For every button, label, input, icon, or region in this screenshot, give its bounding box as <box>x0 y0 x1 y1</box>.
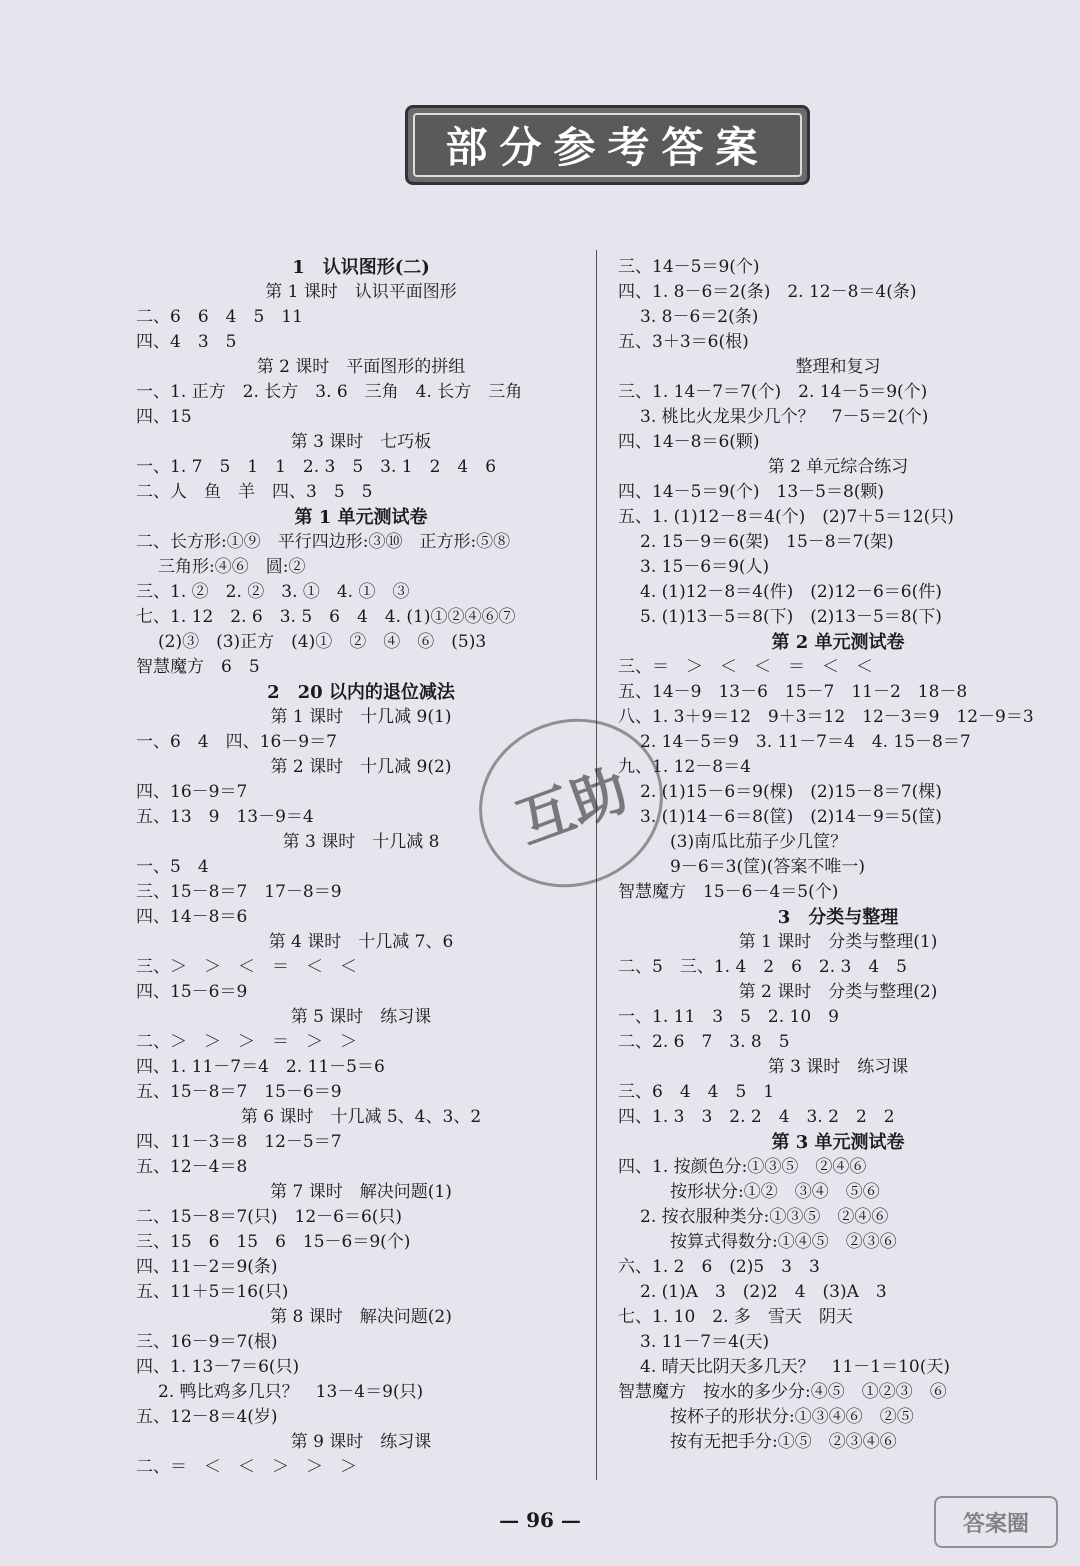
answer-line: 2. (1)A 3 (2)2 4 (3)A 3 <box>640 1282 887 1302</box>
answer-line: 七、1. 10 2. 多 雪天 阴天 <box>618 1307 853 1327</box>
answer-line: 2. (1)15－6＝9(棵) (2)15－8＝7(棵) <box>640 782 942 802</box>
answer-line: 五、12－8＝4(岁) <box>136 1407 278 1427</box>
answer-line: 4. 晴天比阴天多几天？ 11－1＝10(天) <box>640 1357 950 1377</box>
answer-line: 3. 桃比火龙果少几个？ 7－5＝2(个) <box>640 407 929 427</box>
answer-line: 四、1. 3 3 2. 2 4 3. 2 2 2 <box>618 1107 895 1127</box>
section-heading: 第 3 单元测试卷 <box>771 1132 905 1153</box>
answer-line: 二、15－8＝7(只) 12－6＝6(只) <box>136 1207 403 1227</box>
answer-line: 四、14－5＝9(个) 13－5＝8(颗) <box>618 482 885 502</box>
answer-line: 三、＝ ＞ ＜ ＜ ＝ ＜ ＜ <box>618 657 873 677</box>
section-heading: 第 1 课时 分类与整理(1) <box>738 932 938 952</box>
answer-line: 一、1. 7 5 1 1 2. 3 5 3. 1 2 4 6 <box>136 457 497 477</box>
answer-line: 三、6 4 4 5 1 <box>618 1082 775 1102</box>
answer-line: 四、1. 8－6＝2(条) 2. 12－8＝4(条) <box>618 282 917 302</box>
answer-line: 2. 15－9＝6(架) 15－8＝7(架) <box>640 532 894 552</box>
answer-line: 3. (1)14－6＝8(筐) (2)14－9＝5(筐) <box>640 807 942 827</box>
answer-line: 三角形:④⑥ 圆:② <box>158 557 306 577</box>
answer-line: 2. 14－5＝9 3. 11－7＝4 4. 15－8＝7 <box>640 732 971 752</box>
section-heading: 第 2 课时 分类与整理(2) <box>738 982 938 1002</box>
answer-line: 二、＞ ＞ ＞ ＝ ＞ ＞ <box>136 1032 357 1052</box>
answer-line: 5. (1)13－5＝8(下) (2)13－5＝8(下) <box>640 607 942 627</box>
answer-line: 八、1. 3＋9＝12 9＋3＝12 12－3＝9 12－9＝3 <box>618 707 1034 727</box>
answer-line: 四、14－8＝6(颗) <box>618 432 760 452</box>
page-title: 部分参考答案 <box>413 113 802 177</box>
answer-line: 五、12－4＝8 <box>136 1157 248 1177</box>
answer-line: 三、15 6 15 6 15－6＝9(个) <box>136 1232 411 1252</box>
answer-line: 九、1. 12－8＝4 <box>618 757 751 777</box>
section-heading: 2 20 以内的退位减法 <box>267 682 455 703</box>
answer-line: 智慧魔方 15－6－4＝5(个) <box>618 882 839 902</box>
answer-line: 二、人 鱼 羊 四、3 5 5 <box>136 482 373 502</box>
section-heading: 第 3 课时 十几减 8 <box>282 832 440 852</box>
answer-line: 四、15－6＝9 <box>136 982 248 1002</box>
answer-line: 智慧魔方 6 5 <box>136 657 260 677</box>
section-heading: 第 8 课时 解决问题(2) <box>270 1307 452 1327</box>
section-heading: 第 1 课时 认识平面图形 <box>265 282 457 302</box>
answer-line: 五、13 9 13－9＝4 <box>136 807 314 827</box>
answer-line: 一、6 4 四、16－9＝7 <box>136 732 337 752</box>
section-heading: 第 2 课时 十几减 9(2) <box>270 757 452 777</box>
answer-line: 按杯子的形状分:①③④⑥ ②⑤ <box>670 1407 914 1427</box>
answer-line: (3)南瓜比茄子少几筐？ <box>670 832 848 852</box>
section-heading: 第 4 课时 十几减 7、6 <box>268 932 454 952</box>
answer-line: 五、1. (1)12－8＝4(个) (2)7＋5＝12(只) <box>618 507 954 527</box>
section-heading: 第 1 单元测试卷 <box>294 507 428 528</box>
answer-line: 一、1. 11 3 5 2. 10 9 <box>618 1007 839 1027</box>
answer-line: 三、14－5＝9(个) <box>618 257 760 277</box>
answer-line: 三、1. 14－7＝7(个) 2. 14－5＝9(个) <box>618 382 928 402</box>
answer-line: 七、1. 12 2. 6 3. 5 6 4 4. (1)①②④⑥⑦ <box>136 607 516 627</box>
answer-line: 五、11＋5＝16(只) <box>136 1282 289 1302</box>
answer-line: 三、＞ ＞ ＜ ＝ ＜ ＜ <box>136 957 357 977</box>
section-heading: 3 分类与整理 <box>777 907 899 928</box>
answer-line: 五、3＋3＝6(根) <box>618 332 749 352</box>
stamp-text: 互助 <box>508 756 637 857</box>
section-heading: 第 9 课时 练习课 <box>290 1432 432 1452</box>
section-heading: 整理和复习 <box>795 357 881 377</box>
title-banner <box>405 105 810 185</box>
answer-line: 三、16－9＝7(根) <box>136 1332 278 1352</box>
section-heading: 第 3 课时 七巧板 <box>290 432 432 452</box>
section-heading: 第 5 课时 练习课 <box>290 1007 432 1027</box>
section-heading: 第 2 单元综合练习 <box>767 457 909 477</box>
answer-line: 按形状分:①② ③④ ⑤⑥ <box>670 1182 880 1202</box>
answer-line: 按有无把手分:①⑤ ②③④⑥ <box>670 1432 897 1452</box>
section-heading: 第 6 课时 十几减 5、4、3、2 <box>240 1107 482 1127</box>
section-heading: 第 3 课时 练习课 <box>767 1057 909 1077</box>
answer-line: (2)③ (3)正方 (4)① ② ④ ⑥ (5)3 <box>158 632 487 652</box>
answer-line: 3. 11－7＝4(天) <box>640 1332 770 1352</box>
answer-line: 一、1. 正方 2. 长方 3. 6 三角 4. 长方 三角 <box>136 382 523 402</box>
site-logo <box>934 1496 1058 1548</box>
answer-line: 四、11－2＝9(条) <box>136 1257 278 1277</box>
answer-line: 三、15－8＝7 17－8＝9 <box>136 882 342 902</box>
answer-line: 一、5 4 <box>136 857 209 877</box>
answer-line: 四、16－9＝7 <box>136 782 248 802</box>
answer-line: 9－6＝3(筐)(答案不唯一) <box>670 857 865 877</box>
page-number: — 96 — <box>499 1508 581 1532</box>
section-heading: 第 2 课时 平面图形的拼组 <box>256 357 466 377</box>
answer-line: 二、6 6 4 5 11 <box>136 307 303 327</box>
answer-line: 3. 15－6＝9(人) <box>640 557 770 577</box>
answer-line: 按算式得数分:①④⑤ ②③⑥ <box>670 1232 897 1252</box>
right-column <box>618 255 1058 1455</box>
answer-line: 2. 鸭比鸡多几只？ 13－4＝9(只) <box>158 1382 424 1402</box>
answer-line: 五、14－9 13－6 15－7 11－2 18－8 <box>618 682 968 702</box>
answer-line: 3. 8－6＝2(条) <box>640 307 759 327</box>
answer-line: 四、1. 13－7＝6(只) <box>136 1357 300 1377</box>
answer-line: 四、1. 按颜色分:①③⑤ ②④⑥ <box>618 1157 867 1177</box>
answer-line: 三、1. ② 2. ② 3. ① 4. ① ③ <box>136 582 410 602</box>
section-heading: 1 认识图形(二) <box>292 257 430 278</box>
answer-line: 二、长方形:①⑨ 平行四边形:③⑩ 正方形:⑤⑧ <box>136 532 511 552</box>
answer-line: 五、15－8＝7 15－6＝9 <box>136 1082 342 1102</box>
section-heading: 第 7 课时 解决问题(1) <box>270 1182 452 1202</box>
answer-line: 四、14－8＝6 <box>136 907 248 927</box>
answer-line: 4. (1)12－8＝4(件) (2)12－6＝6(件) <box>640 582 942 602</box>
answer-line: 四、4 3 5 <box>136 332 237 352</box>
answer-line: 四、15 <box>136 407 192 427</box>
answer-line: 六、1. 2 6 (2)5 3 3 <box>618 1257 820 1277</box>
answer-line: 四、1. 11－7＝4 2. 11－5＝6 <box>136 1057 385 1077</box>
logo-text: 答案圈 <box>962 1511 1029 1537</box>
answer-line: 二、＝ ＜ ＜ ＞ ＞ ＞ <box>136 1457 357 1477</box>
section-heading: 第 1 课时 十几减 9(1) <box>270 707 452 727</box>
answer-line: 2. 按衣服种类分:①③⑤ ②④⑥ <box>640 1207 889 1227</box>
answer-line: 二、2. 6 7 3. 8 5 <box>618 1032 790 1052</box>
section-heading: 第 2 单元测试卷 <box>771 632 905 653</box>
answer-line: 四、11－3＝8 12－5＝7 <box>136 1132 342 1152</box>
answer-line: 二、5 三、1. 4 2 6 2. 3 4 5 <box>618 957 907 977</box>
answer-line: 智慧魔方 按水的多少分:④⑤ ①②③ ⑥ <box>618 1382 947 1402</box>
